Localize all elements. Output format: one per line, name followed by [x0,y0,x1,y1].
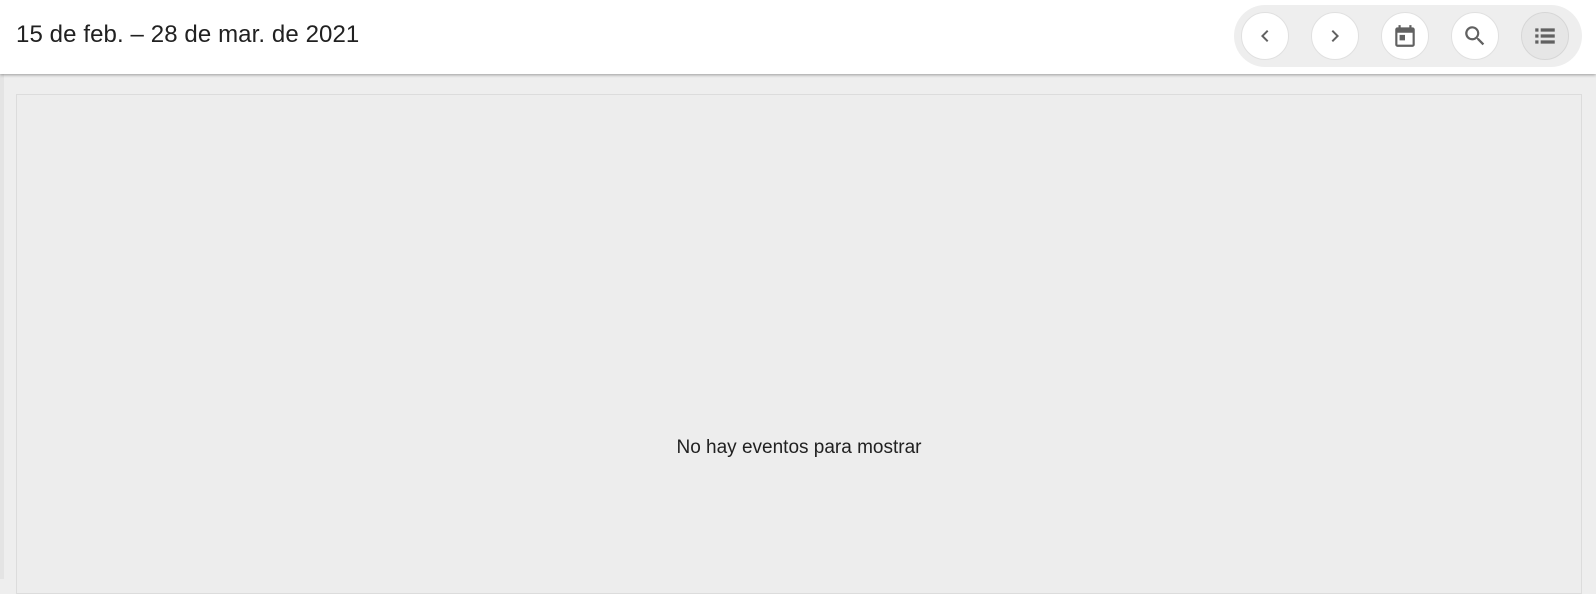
calendar-button[interactable] [1381,12,1429,60]
chevron-left-icon [1253,24,1277,48]
previous-button[interactable] [1241,12,1289,60]
date-range-title: 15 de feb. – 28 de mar. de 2021 [16,21,360,48]
view-toolbar [1234,5,1582,67]
search-button[interactable] [1451,12,1499,60]
chevron-right-icon [1323,24,1347,48]
left-gutter [0,74,4,579]
list-icon [1532,23,1558,49]
search-icon [1462,23,1488,49]
next-button[interactable] [1311,12,1359,60]
header-bar [0,0,1596,74]
calendar-icon [1392,23,1418,49]
event-list-panel [16,94,1582,594]
empty-state-message: No hay eventos para mostrar [676,437,922,458]
list-view-button[interactable] [1521,12,1569,60]
